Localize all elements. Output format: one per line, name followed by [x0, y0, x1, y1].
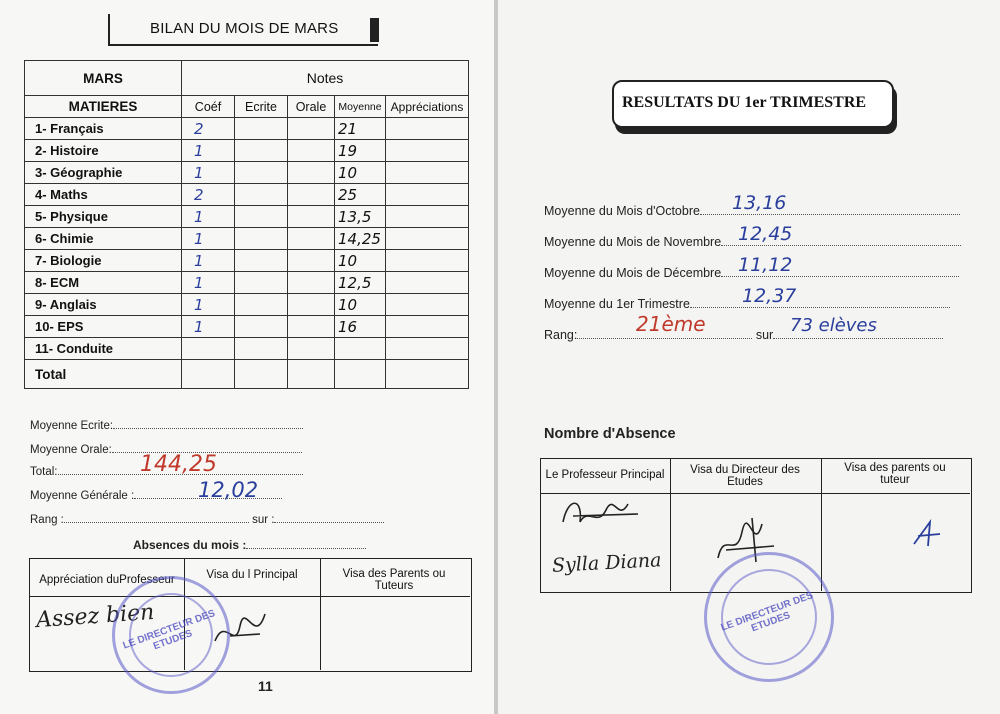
- coef-cell: 2: [182, 184, 235, 206]
- appreciation-cell: [386, 140, 469, 162]
- moyenne-generale-value: 12,02: [198, 478, 259, 502]
- table-row: [25, 162, 469, 184]
- trimester-line-label: Moyenne du Mois d'Octobre: [544, 204, 700, 218]
- table-row: [25, 184, 469, 206]
- director-stamp-left: [112, 576, 230, 694]
- appreciation-cell: [386, 118, 469, 140]
- moyenne-ecrite-line: [30, 420, 303, 432]
- appreciation-cell: [386, 338, 469, 360]
- moyenne-cell: 13,5: [335, 206, 386, 228]
- trimester-title: [612, 80, 894, 128]
- total-value: 144,25: [140, 452, 217, 477]
- moyenne-generale-label: Moyenne Générale :: [30, 490, 135, 502]
- ecrite-cell: [235, 162, 288, 184]
- orale-cell: [288, 184, 335, 206]
- visa-parents-tuteur-header: Visa des parents ou tuteur: [844, 462, 946, 486]
- trimester-line-value: 12,37: [742, 285, 797, 307]
- dotted-line: [64, 522, 249, 523]
- appreciation-cell: [386, 294, 469, 316]
- coef-cell: 1: [182, 228, 235, 250]
- coef-cell: [182, 338, 235, 360]
- stamp-text: LE DIRECTEUR DES ETUDES: [719, 590, 815, 635]
- subject-cell: 1- Français: [25, 118, 182, 140]
- total-ecrite-cell: [235, 360, 288, 389]
- coef-cell: 1: [182, 162, 235, 184]
- divider: [320, 558, 321, 670]
- table-row: [25, 118, 469, 140]
- ecrite-cell: [235, 272, 288, 294]
- moyenne-cell: 16: [335, 316, 386, 338]
- ecrite-cell: [235, 338, 288, 360]
- orale-cell: [288, 162, 335, 184]
- subject-cell: 2- Histoire: [25, 140, 182, 162]
- total-appr-cell: [386, 360, 469, 389]
- sur-label: sur :: [252, 514, 275, 526]
- dotted-line: [721, 276, 959, 277]
- dotted-line: [690, 307, 950, 308]
- moyenne-cell: 12,5: [335, 272, 386, 294]
- divider: [821, 458, 822, 591]
- director-stamp-right: [704, 552, 834, 682]
- table-row: [25, 272, 469, 294]
- col-ecrite: Ecrite: [235, 96, 288, 118]
- subject-cell: 7- Biologie: [25, 250, 182, 272]
- coef-cell: 1: [182, 272, 235, 294]
- moyenne-ecrite-label: Moyenne Ecrite:: [30, 420, 114, 432]
- moyenne-cell: 21: [335, 118, 386, 140]
- dotted-line: [577, 338, 752, 339]
- notes-header: Notes: [182, 61, 469, 96]
- subject-cell: 11- Conduite: [25, 338, 182, 360]
- month-header-title: BILAN DU MOIS DE MARS: [150, 20, 339, 37]
- rang-right-line: [544, 328, 943, 342]
- dotted-line: [721, 245, 961, 246]
- appreciation-cell: [386, 316, 469, 338]
- col-orale: Orale: [288, 96, 335, 118]
- orale-cell: [288, 316, 335, 338]
- subject-cell: 9- Anglais: [25, 294, 182, 316]
- table-row: [25, 338, 469, 360]
- total-coef-cell: [182, 360, 235, 389]
- visa-principal-header: Visa du l Principal: [206, 569, 298, 581]
- ecrite-cell: [235, 316, 288, 338]
- orale-cell: [288, 272, 335, 294]
- coef-cell: 1: [182, 206, 235, 228]
- orale-cell: [288, 294, 335, 316]
- subject-cell: 3- Géographie: [25, 162, 182, 184]
- grade-rows: [25, 118, 469, 360]
- visa-directeur-header: Visa du Directeur des Etudes: [690, 464, 800, 488]
- trimester-title-text: RESULTATS DU 1er TRIMESTRE: [622, 94, 867, 111]
- ecrite-cell: [235, 184, 288, 206]
- coef-cell: 1: [182, 250, 235, 272]
- table-row: [25, 316, 469, 338]
- orale-cell: [288, 140, 335, 162]
- appreciation-professeur-header: Appréciation duProfesseur: [39, 574, 175, 586]
- trimester-line-label: Moyenne du Mois de Novembre: [544, 235, 722, 249]
- prof-principal-header: Le Professeur Principal: [545, 469, 665, 481]
- total-row-label: Total: [25, 360, 182, 389]
- absence-heading: Nombre d'Absence: [544, 426, 676, 442]
- moyenne-cell: 10: [335, 294, 386, 316]
- dotted-line: [700, 214, 960, 215]
- appreciation-cell: [386, 184, 469, 206]
- month-cell: MARS: [25, 61, 182, 96]
- page-number: 11: [258, 678, 273, 694]
- prof-principal-name: Sylla Diana: [551, 549, 662, 577]
- trimester-line-label: Moyenne du 1er Trimestre: [544, 297, 690, 311]
- dotted-line: [246, 548, 366, 549]
- subject-cell: 5- Physique: [25, 206, 182, 228]
- col-moyenne: Moyenne: [335, 96, 386, 118]
- rang-label: Rang :: [30, 514, 64, 526]
- subject-cell: 6- Chimie: [25, 228, 182, 250]
- moyenne-cell: 10: [335, 250, 386, 272]
- dotted-line: [773, 338, 943, 339]
- ecrite-cell: [235, 206, 288, 228]
- grades-table: [24, 60, 469, 389]
- trimester-line-value: 12,45: [738, 223, 793, 245]
- col-appreciations: Appréciations: [386, 96, 469, 118]
- table-row: [25, 140, 469, 162]
- total-label: Total:: [30, 466, 58, 478]
- rang-right-label: Rang:: [544, 328, 578, 342]
- moyenne-cell: 14,25: [335, 228, 386, 250]
- trimester-line-value: 11,12: [738, 254, 793, 276]
- table-row: [25, 206, 469, 228]
- trimester-line-label: Moyenne du Mois de Décembre: [544, 266, 722, 280]
- divider: [670, 458, 671, 591]
- ecrite-cell: [235, 250, 288, 272]
- divider: [29, 596, 470, 597]
- visa-parents-header: Visa des Parents ou Tuteurs: [342, 568, 446, 592]
- coef-cell: 1: [182, 140, 235, 162]
- table-row: [25, 228, 469, 250]
- appreciation-cell: [386, 250, 469, 272]
- orale-cell: [288, 338, 335, 360]
- table-row: [25, 250, 469, 272]
- appreciation-handwriting: Assez bien: [35, 599, 156, 634]
- sur-right-label: sur: [755, 328, 774, 342]
- moyenne-cell: 19: [335, 140, 386, 162]
- matieres-header: MATIERES: [25, 96, 182, 118]
- table-row: [25, 294, 469, 316]
- prof-principal-signature: [558, 492, 648, 534]
- stamp-text: LE DIRECTEUR DES ETUDES: [121, 608, 217, 653]
- col-coef: Coéf: [182, 96, 235, 118]
- subject-cell: 4- Maths: [25, 184, 182, 206]
- dotted-line: [113, 428, 303, 429]
- orale-cell: [288, 250, 335, 272]
- moyenne-cell: 25: [335, 184, 386, 206]
- appreciation-cell: [386, 272, 469, 294]
- appreciation-cell: [386, 162, 469, 184]
- subject-cell: 8- ECM: [25, 272, 182, 294]
- absences-label: Absences du mois :: [133, 538, 247, 552]
- rang-value: 21ème: [636, 312, 706, 336]
- appreciation-cell: [386, 228, 469, 250]
- orale-cell: [288, 206, 335, 228]
- orale-cell: [288, 118, 335, 140]
- moyenne-cell: [335, 338, 386, 360]
- parent-signature: [910, 516, 946, 552]
- subject-cell: 10- EPS: [25, 316, 182, 338]
- ecrite-cell: [235, 118, 288, 140]
- appreciation-cell: [386, 206, 469, 228]
- coef-cell: 1: [182, 316, 235, 338]
- total-orale-cell: [288, 360, 335, 389]
- ecrite-cell: [235, 228, 288, 250]
- month-header: [108, 14, 378, 46]
- trimester-line-value: 13,16: [732, 192, 787, 214]
- absences-line: [133, 538, 366, 552]
- header-tab-mark: [370, 18, 379, 42]
- coef-cell: 1: [182, 294, 235, 316]
- moyenne-cell: 10: [335, 162, 386, 184]
- total-moy-cell: [335, 360, 386, 389]
- coef-cell: 2: [182, 118, 235, 140]
- rang-line: [30, 514, 384, 526]
- dotted-line: [274, 522, 384, 523]
- ecrite-cell: [235, 294, 288, 316]
- sur-value: 73 elèves: [790, 315, 877, 336]
- orale-cell: [288, 228, 335, 250]
- ecrite-cell: [235, 140, 288, 162]
- moyenne-orale-label: Moyenne Orale:: [30, 444, 112, 456]
